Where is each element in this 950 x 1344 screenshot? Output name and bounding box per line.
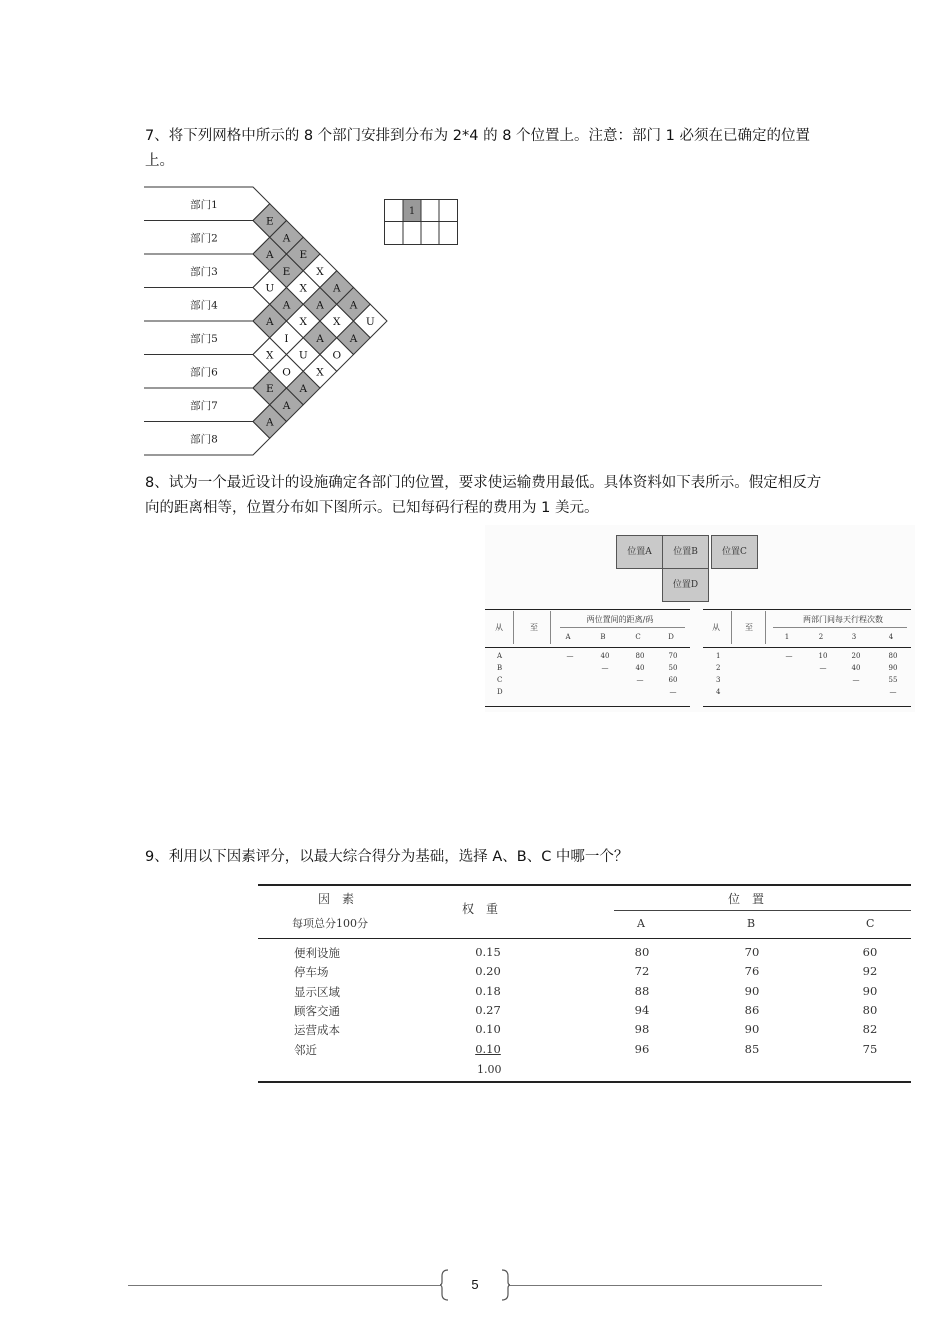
relationship-code: X [333, 316, 341, 328]
factor-c-cell: 80 [862, 1002, 878, 1017]
factor-a-cell: 88 [634, 983, 650, 998]
factor-c-cell: 60 [862, 945, 878, 959]
dist-row-from: C [497, 676, 503, 684]
factor-a-cell: 80 [634, 945, 650, 959]
factor-factor-cell: 邻近 [294, 1042, 317, 1057]
trip-col-3: 3 [851, 633, 857, 641]
factor-table-bottom-rule [258, 1081, 911, 1083]
trip-cell: 20 [851, 652, 861, 660]
distance-table [485, 609, 690, 707]
dist-to-label: 至 [530, 623, 538, 632]
dept-label: 部门4 [190, 299, 218, 312]
question-7-text: 7、将下列网格中所示的 8 个部门安排到分布为 2*4 的 8 个位置上。注意：部门 1 必须在已确定的位置上。 [145, 128, 810, 169]
factor-header: 因 素 [318, 892, 355, 906]
relationship-code: A [282, 232, 291, 245]
factor-table-head-rule [258, 938, 911, 939]
dist-cell: — [669, 688, 677, 696]
dist-cell: 80 [635, 652, 645, 660]
factor-b-cell: 90 [744, 983, 760, 998]
trip-col-2: 2 [818, 633, 824, 641]
relationship-code: U [365, 316, 375, 328]
factor-weight-cell: 0.18 [475, 983, 501, 998]
relationship-code: A [299, 383, 308, 395]
relationship-code: O [332, 349, 342, 362]
dist-cell: 70 [668, 652, 678, 660]
total-weight: 1.00 [477, 1063, 502, 1076]
factor-factor-cell: 便利设施 [294, 946, 340, 960]
trip-cell: — [785, 652, 793, 660]
dept-label: 部门6 [190, 366, 218, 379]
dist-cell: — [566, 652, 574, 660]
factor-factor-cell: 停车场 [294, 965, 329, 980]
dept-label: 部门8 [190, 433, 218, 446]
factor-factor-cell: 运营成本 [294, 1023, 340, 1038]
loc-c-header: C [866, 917, 875, 930]
dist-col-a: A [565, 633, 571, 641]
relationship-code: E [282, 265, 291, 278]
relationship-code: I [284, 332, 289, 345]
dist-cell: 40 [635, 664, 645, 672]
relationship-code: A [349, 332, 358, 345]
factor-factor-cell: 显示区域 [294, 984, 340, 999]
loc-a-header: A [637, 917, 645, 930]
dist-from-label: 从 [495, 623, 503, 632]
relationship-code: U [298, 349, 308, 362]
dist-cell: 60 [668, 676, 678, 684]
factor-a-cell: 94 [634, 1002, 650, 1017]
trip-cell: 90 [888, 664, 898, 672]
dept-label: 部门5 [190, 332, 218, 345]
relationship-code: A [266, 416, 274, 429]
trip-col-1: 1 [784, 633, 790, 641]
factor-b-cell: 70 [744, 945, 760, 959]
trip-title: 两部门间每天行程次数 [803, 615, 883, 624]
relationship-code: A [316, 332, 324, 345]
factor-weight-cell: 0.20 [475, 964, 501, 979]
trip-row-from: 2 [716, 664, 721, 672]
relationship-code: A [333, 282, 341, 295]
factor-b-cell: 90 [744, 1022, 760, 1037]
page-number: 5 [471, 1277, 479, 1292]
dist-cell: — [636, 676, 644, 684]
factor-weight-cell: 0.10 [475, 1041, 501, 1056]
trips-table [703, 609, 911, 707]
factor-c-cell: 90 [862, 983, 878, 998]
relationship-code: A [316, 299, 324, 312]
relationship-code: X [299, 282, 308, 295]
question-8-text: 8、试为一个最近设计的设施确定各部门的位置，要求使运输费用最低。具体资料如下表所示。假定相反方向的距离相等，位置分布如下图所示。已知每码行程的费用为 1 美元。 [145, 475, 822, 516]
loc-b-header: B [747, 917, 756, 930]
relationship-code: A [282, 299, 291, 312]
layout-grid-2x4 [382, 197, 458, 247]
dept-label: 部门7 [190, 399, 218, 412]
relationship-code: O [282, 366, 291, 379]
dist-row-from: B [497, 664, 503, 672]
dist-cell: 50 [668, 664, 678, 672]
relationship-code: X [316, 265, 324, 278]
trip-cell: 80 [888, 652, 898, 660]
relationship-code: X [299, 316, 308, 328]
trip-row-from: 3 [716, 676, 721, 684]
factor-c-cell: 92 [862, 964, 878, 979]
weight-header: 权 重 [462, 902, 499, 916]
trip-to-label: 至 [745, 623, 753, 632]
factor-b-cell: 86 [744, 1002, 760, 1017]
factor-table-top-rule [258, 884, 911, 886]
footer-rule-left [128, 1285, 440, 1286]
dist-row-from: D [497, 688, 503, 696]
factor-weight-cell: 0.27 [475, 1002, 501, 1017]
relationship-code: E [265, 383, 274, 395]
factor-b-cell: 76 [744, 964, 760, 979]
factor-a-cell: 98 [634, 1022, 650, 1037]
dist-cell: 40 [600, 652, 610, 660]
dist-col-d: D [668, 633, 674, 641]
trip-col-4: 4 [888, 633, 894, 641]
relationship-code: A [349, 299, 358, 312]
dist-col-b: B [600, 633, 606, 641]
trip-cell: — [889, 688, 897, 696]
fixed-dept-label: 1 [408, 206, 416, 217]
factor-a-cell: 96 [634, 1041, 650, 1056]
dist-row-from: A [497, 652, 503, 660]
position-d: 位置D [662, 568, 709, 602]
position-c: 位置C [711, 535, 758, 569]
factor-b-cell: 85 [744, 1041, 760, 1056]
dept-label: 部门3 [190, 265, 218, 278]
trip-cell: 10 [818, 652, 828, 660]
footer-rule-right [510, 1285, 822, 1286]
factor-c-cell: 82 [862, 1022, 878, 1037]
dept-label: 部门2 [190, 232, 218, 245]
trip-cell: — [819, 664, 827, 672]
factor-subheader: 每项总分100分 [292, 917, 368, 930]
relationship-code: U [265, 282, 275, 295]
trip-cell: 40 [851, 664, 861, 672]
relationship-code: E [299, 249, 308, 261]
trip-row-from: 1 [716, 652, 721, 660]
factor-weight-cell: 0.15 [475, 945, 501, 959]
scan-figure-q8 [485, 525, 915, 712]
factor-factor-cell: 顾客交通 [294, 1003, 340, 1018]
relationship-code: E [265, 215, 274, 228]
relationship-code: X [316, 366, 324, 379]
relationship-code: X [266, 349, 274, 362]
trip-cell: — [852, 676, 860, 684]
dept-label: 部门1 [190, 198, 218, 211]
relationship-code: A [266, 249, 274, 261]
dist-title: 两位置间的距离/码 [586, 615, 654, 624]
factor-table-loc-rule [614, 910, 911, 911]
dist-col-c: C [635, 633, 641, 641]
factor-weight-cell: 0.10 [475, 1022, 501, 1037]
location-header: 位 置 [728, 892, 765, 906]
factor-c-cell: 75 [862, 1041, 878, 1056]
relationship-chart [140, 185, 390, 457]
trip-from-label: 从 [712, 623, 720, 632]
factor-a-cell: 72 [634, 964, 650, 979]
trip-row-from: 4 [716, 688, 721, 696]
question-9-text: 9、利用以下因素评分，以最大综合得分为基础，选择 A、B、C 中哪一个？ [145, 849, 629, 865]
relationship-code: A [282, 399, 291, 412]
dist-cell: — [601, 664, 609, 672]
trip-cell: 55 [888, 676, 898, 684]
relationship-code: A [266, 316, 274, 328]
position-b: 位置B [662, 535, 709, 569]
position-a: 位置A [616, 535, 663, 569]
